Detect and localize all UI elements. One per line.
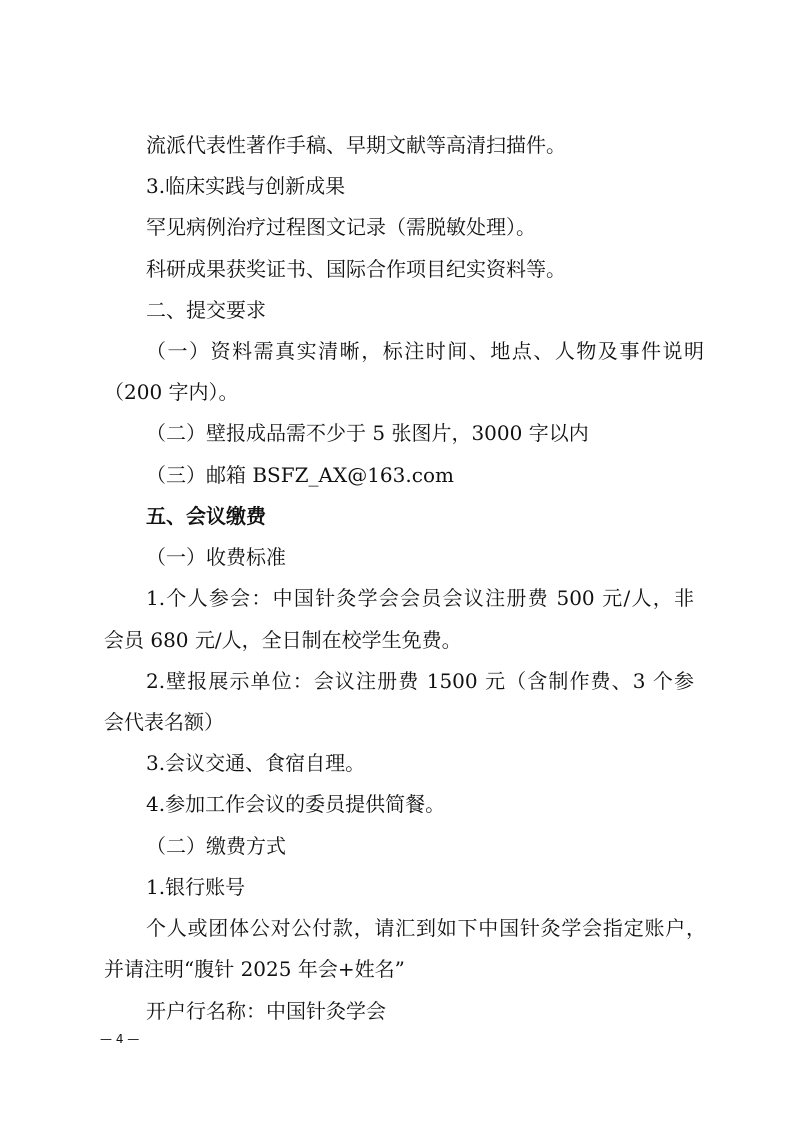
text-line: 个人或团体公对公付款，请汇到如下中国针灸学会指定账户， bbox=[146, 916, 706, 940]
section-heading: 3.临床实践与创新成果 bbox=[146, 174, 346, 198]
section-heading-bold: 五、会议缴费 bbox=[146, 504, 266, 528]
subsection-heading: （二）缴费方式 bbox=[146, 834, 286, 858]
text-line: 开户行名称：中国针灸学会 bbox=[146, 999, 386, 1023]
text-line: 1.个人参会：中国针灸学会会员会议注册费 500 元/人，非 bbox=[146, 586, 694, 610]
text-line: 罕见病例治疗过程图文记录（需脱敏处理）。 bbox=[146, 215, 536, 239]
text-line: 会代表名额） bbox=[104, 710, 224, 734]
email-line: （三）邮箱 BSFZ_AX@163.com bbox=[146, 463, 454, 487]
page-number: — 4 — bbox=[100, 1032, 140, 1046]
text-line: 2.壁报展示单位：会议注册费 1500 元（含制作费、3 个参 bbox=[146, 669, 694, 693]
text-line: （二）壁报成品需不少于 5 张图片，3000 字以内 bbox=[146, 421, 589, 445]
text-line: 流派代表性著作手稿、早期文献等高清扫描件。 bbox=[146, 133, 566, 157]
text-line: （一）资料需真实清晰，标注时间、地点、人物及事件说明 bbox=[146, 339, 704, 363]
text-line: （200 字内）。 bbox=[104, 380, 239, 404]
text-line: 并请注明“腹针 2025 年会+姓名” bbox=[104, 957, 405, 981]
text-line: 科研成果获奖证书、国际合作项目纪实资料等。 bbox=[146, 257, 566, 281]
text-line: 1.银行账号 bbox=[146, 875, 246, 899]
text-line: 4.参加工作会议的委员提供简餐。 bbox=[146, 792, 446, 816]
section-heading: 二、提交要求 bbox=[146, 298, 266, 322]
text-line: 3.会议交通、食宿自理。 bbox=[146, 751, 366, 775]
subsection-heading: （一）收费标准 bbox=[146, 545, 286, 569]
text-line: 会员 680 元/人，全日制在校学生免费。 bbox=[104, 628, 462, 652]
